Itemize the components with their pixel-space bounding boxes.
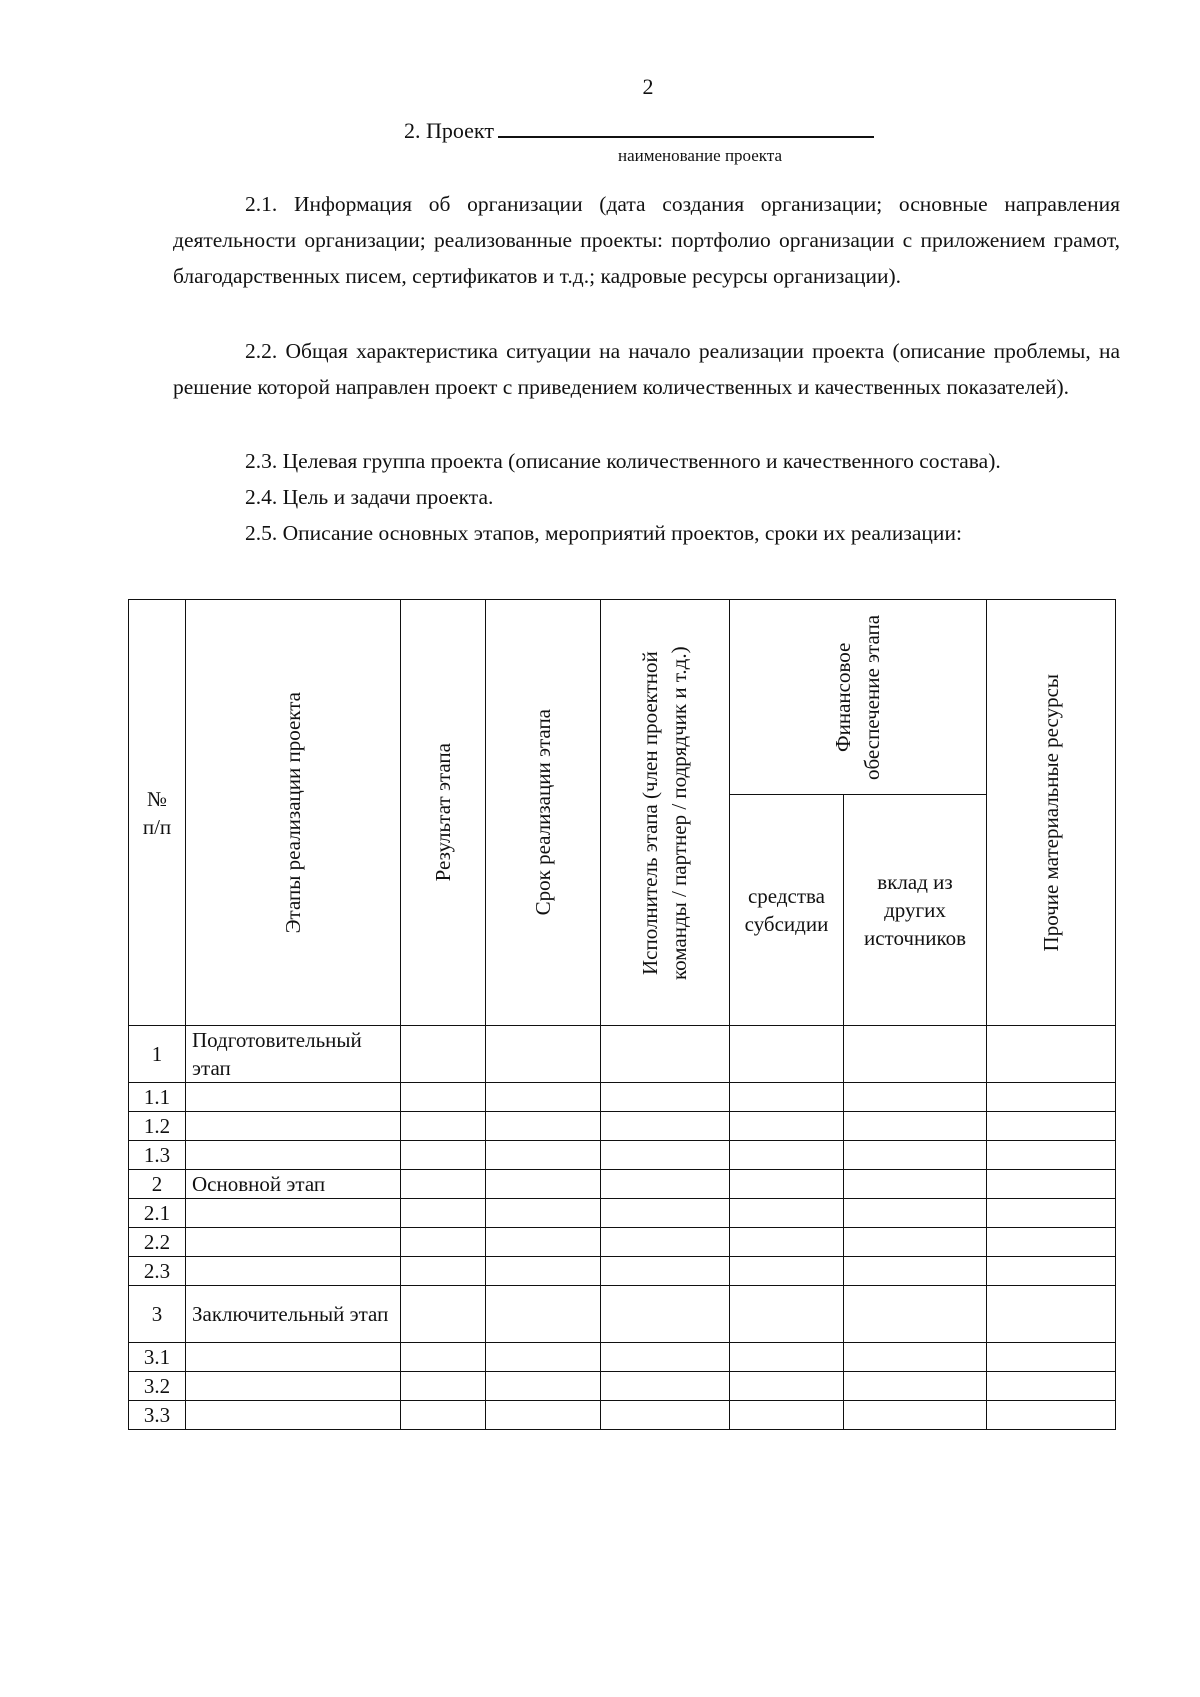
- header-finance-text: Финансовое обеспечение этапа: [831, 614, 884, 780]
- project-name-caption: наименование проекта: [617, 146, 783, 165]
- cell-term[interactable]: [486, 1401, 601, 1430]
- row-num: 2.1: [129, 1199, 186, 1228]
- cell-executor[interactable]: [601, 1112, 730, 1141]
- cell-other-resources[interactable]: [987, 1170, 1116, 1199]
- cell-executor[interactable]: [601, 1401, 730, 1430]
- cell-result[interactable]: [401, 1228, 486, 1257]
- table-row: [129, 1083, 1116, 1112]
- cell-other-sources[interactable]: [844, 1401, 987, 1430]
- cell-other-sources[interactable]: [844, 1228, 987, 1257]
- project-stages-table: [128, 599, 1116, 1430]
- row-stage[interactable]: [186, 1199, 401, 1228]
- cell-other-sources[interactable]: [844, 1343, 987, 1372]
- cell-other-sources[interactable]: [844, 1112, 987, 1141]
- cell-result[interactable]: [401, 1199, 486, 1228]
- row-stage[interactable]: [186, 1372, 401, 1401]
- paragraph-2-1-text: 2.1. Информация об организации (дата создания организации; основные направления деятельности организации; реализованные проекты: портфолио организации с приложением грамот, благодарственных писем, сертификатов и т.д.; кадровые ресурсы организации).: [173, 192, 1120, 288]
- header-result: [401, 600, 486, 1026]
- cell-subsidy[interactable]: [730, 1286, 844, 1343]
- cell-term[interactable]: [486, 1257, 601, 1286]
- cell-other-sources[interactable]: [844, 1372, 987, 1401]
- page-number: 2: [642, 74, 654, 99]
- row-num: 1.3: [129, 1141, 186, 1170]
- cell-executor[interactable]: [601, 1286, 730, 1343]
- header-executor: [601, 600, 730, 1026]
- cell-result[interactable]: [401, 1083, 486, 1112]
- header-other-sources-text: вклад из других источников: [863, 870, 966, 950]
- cell-other-sources[interactable]: [844, 1257, 987, 1286]
- header-result-text: Результат этапа: [430, 743, 455, 882]
- row-stage[interactable]: [186, 1257, 401, 1286]
- cell-executor[interactable]: [601, 1083, 730, 1112]
- cell-executor[interactable]: [601, 1228, 730, 1257]
- cell-other-resources[interactable]: [987, 1228, 1116, 1257]
- cell-executor[interactable]: [601, 1343, 730, 1372]
- project-title-line: [404, 114, 874, 144]
- row-stage[interactable]: [186, 1083, 401, 1112]
- table-row: [129, 1112, 1116, 1141]
- cell-other-resources[interactable]: [987, 1083, 1116, 1112]
- cell-result[interactable]: [401, 1286, 486, 1343]
- header-other-sources: [844, 795, 987, 1026]
- cell-result[interactable]: [401, 1170, 486, 1199]
- cell-subsidy[interactable]: [730, 1141, 844, 1170]
- paragraph-2-3-text: 2.3. Целевая группа проекта (описание количественного и качественного состава).: [245, 449, 1001, 473]
- row-num: 3: [129, 1286, 186, 1343]
- row-num: 2: [129, 1170, 186, 1199]
- cell-other-resources[interactable]: [987, 1372, 1116, 1401]
- cell-other-sources[interactable]: [844, 1141, 987, 1170]
- cell-other-sources[interactable]: [844, 1170, 987, 1199]
- paragraph-2-3: [173, 443, 1120, 479]
- row-stage: Основной этап: [186, 1170, 401, 1199]
- paragraph-2-5: [173, 515, 1120, 551]
- cell-subsidy[interactable]: [730, 1343, 844, 1372]
- cell-subsidy[interactable]: [730, 1228, 844, 1257]
- cell-term[interactable]: [486, 1372, 601, 1401]
- row-num: 3.3: [129, 1401, 186, 1430]
- cell-other-sources[interactable]: [844, 1286, 987, 1343]
- paragraph-2-1: [173, 186, 1120, 294]
- cell-other-resources[interactable]: [987, 1401, 1116, 1430]
- row-num: 2.2: [129, 1228, 186, 1257]
- cell-subsidy[interactable]: [730, 1112, 844, 1141]
- cell-subsidy[interactable]: [730, 1401, 844, 1430]
- table-row: [129, 1343, 1116, 1372]
- row-num: 3.2: [129, 1372, 186, 1401]
- cell-term[interactable]: [486, 1026, 601, 1083]
- row-stage: Подготовительный этап: [186, 1026, 401, 1083]
- table-row: [129, 1026, 1116, 1083]
- cell-other-resources[interactable]: [987, 1026, 1116, 1083]
- cell-result[interactable]: [401, 1257, 486, 1286]
- cell-other-sources[interactable]: [844, 1026, 987, 1083]
- header-finance: [730, 600, 987, 795]
- cell-result[interactable]: [401, 1343, 486, 1372]
- paragraph-2-4-text: 2.4. Цель и задачи проекта.: [245, 485, 494, 509]
- paragraph-2-4: [173, 479, 1120, 515]
- header-term-text: Срок реализации этапа: [530, 709, 555, 916]
- header-subsidy: [730, 795, 844, 1026]
- row-stage: Заключительный этап: [186, 1286, 401, 1343]
- row-stage[interactable]: [186, 1343, 401, 1372]
- cell-executor[interactable]: [601, 1199, 730, 1228]
- header-executor-text: Исполнитель этапа (член проектной команды / партнер / подрядчик и т.д.): [638, 645, 691, 980]
- project-name-blank[interactable]: [498, 114, 874, 138]
- cell-term[interactable]: [486, 1286, 601, 1343]
- cell-term[interactable]: [486, 1141, 601, 1170]
- table-row: [129, 1199, 1116, 1228]
- cell-other-resources[interactable]: [987, 1112, 1116, 1141]
- table-row: [129, 1170, 1116, 1199]
- cell-subsidy[interactable]: [730, 1199, 844, 1228]
- cell-term[interactable]: [486, 1112, 601, 1141]
- cell-executor[interactable]: [601, 1170, 730, 1199]
- header-other-resources-text: Прочие материальные ресурсы: [1038, 673, 1063, 952]
- cell-other-resources[interactable]: [987, 1286, 1116, 1343]
- row-stage[interactable]: [186, 1228, 401, 1257]
- header-num-text: № п/п: [142, 786, 172, 839]
- cell-term[interactable]: [486, 1228, 601, 1257]
- cell-other-resources[interactable]: [987, 1343, 1116, 1372]
- header-subsidy-text: средства субсидии: [744, 884, 829, 936]
- cell-result[interactable]: [401, 1401, 486, 1430]
- cell-term[interactable]: [486, 1343, 601, 1372]
- cell-subsidy[interactable]: [730, 1083, 844, 1112]
- cell-executor[interactable]: [601, 1026, 730, 1083]
- header-stages-text: Этапы реализации проекта: [280, 691, 305, 934]
- cell-executor[interactable]: [601, 1257, 730, 1286]
- cell-subsidy[interactable]: [730, 1026, 844, 1083]
- cell-executor[interactable]: [601, 1372, 730, 1401]
- cell-executor[interactable]: [601, 1141, 730, 1170]
- paragraph-2-2: [173, 333, 1120, 405]
- header-term: [486, 600, 601, 1026]
- cell-term[interactable]: [486, 1170, 601, 1199]
- row-num: 1.1: [129, 1083, 186, 1112]
- cell-other-resources[interactable]: [987, 1141, 1116, 1170]
- table-row: [129, 1141, 1116, 1170]
- header-stages: [186, 600, 401, 1026]
- table-row: [129, 1228, 1116, 1257]
- cell-term[interactable]: [486, 1083, 601, 1112]
- cell-result[interactable]: [401, 1372, 486, 1401]
- row-num: 1: [129, 1026, 186, 1083]
- table-row: [129, 1401, 1116, 1430]
- row-stage[interactable]: [186, 1141, 401, 1170]
- paragraph-2-2-text: 2.2. Общая характеристика ситуации на начало реализации проекта (описание проблемы, на решение которой направлен проект с приведением количественных и качественных показателей).: [173, 339, 1120, 399]
- cell-subsidy[interactable]: [730, 1170, 844, 1199]
- header-other-resources: [987, 600, 1116, 1026]
- row-num: 3.1: [129, 1343, 186, 1372]
- cell-result[interactable]: [401, 1112, 486, 1141]
- cell-result[interactable]: [401, 1026, 486, 1083]
- row-stage[interactable]: [186, 1401, 401, 1430]
- header-num: [129, 600, 186, 1026]
- table-row: [129, 1372, 1116, 1401]
- cell-result[interactable]: [401, 1141, 486, 1170]
- cell-subsidy[interactable]: [730, 1372, 844, 1401]
- row-stage[interactable]: [186, 1112, 401, 1141]
- table-row: [129, 1286, 1116, 1343]
- cell-other-sources[interactable]: [844, 1199, 987, 1228]
- row-num: 1.2: [129, 1112, 186, 1141]
- cell-subsidy[interactable]: [730, 1257, 844, 1286]
- paragraph-2-5-text: 2.5. Описание основных этапов, мероприятий проектов, сроки их реализации:: [245, 521, 962, 545]
- cell-term[interactable]: [486, 1199, 601, 1228]
- project-label: 2. Проект: [404, 118, 494, 143]
- cell-other-sources[interactable]: [844, 1083, 987, 1112]
- row-num: 2.3: [129, 1257, 186, 1286]
- table-row: [129, 1257, 1116, 1286]
- cell-other-resources[interactable]: [987, 1257, 1116, 1286]
- cell-other-resources[interactable]: [987, 1199, 1116, 1228]
